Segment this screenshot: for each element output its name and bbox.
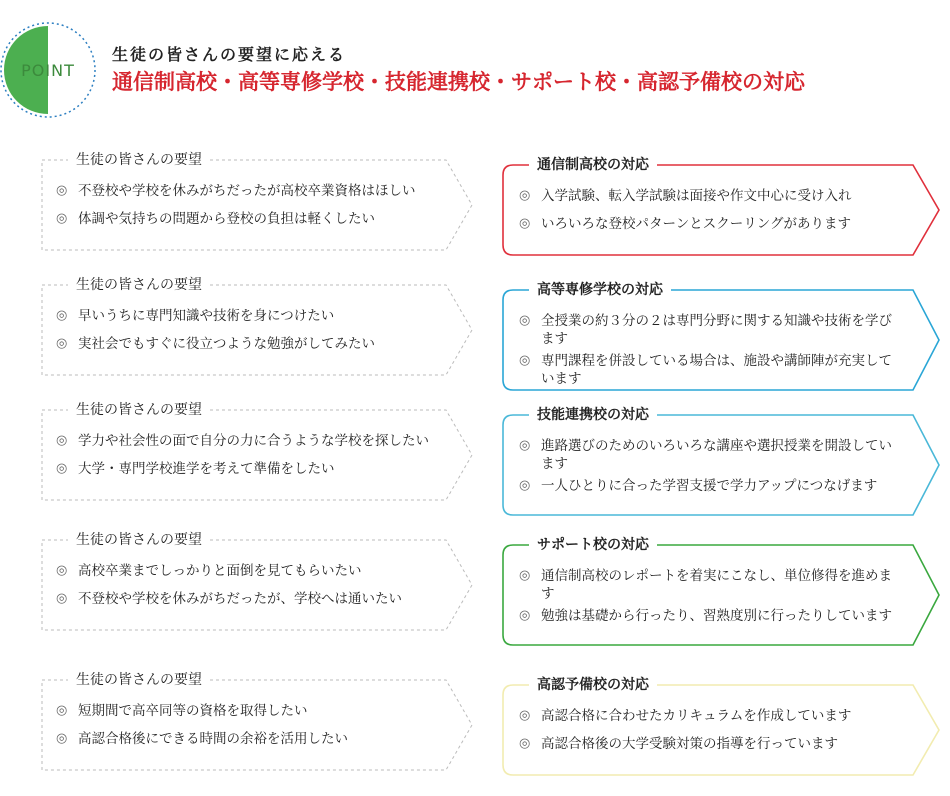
item-text: 実社会でもすぐに役立つような勉強がしてみたい xyxy=(78,336,375,352)
item-text: 高校卒業までしっかりと面倒を見てもらいたい xyxy=(78,563,362,579)
response-box xyxy=(503,677,943,775)
bullet-icon: ◎ xyxy=(56,211,68,226)
list-item xyxy=(56,702,436,720)
list-item xyxy=(56,562,436,580)
list-item xyxy=(519,607,899,625)
item-text: 通信制高校のレポートを着実にこなし、単位修得を進めます xyxy=(541,568,892,602)
badge-text: POINT xyxy=(21,61,75,80)
list-item xyxy=(56,182,436,200)
list-item xyxy=(56,307,436,325)
item-text: 勉強は基礎から行ったり、習熟度別に行ったりしています xyxy=(541,608,892,624)
page-header xyxy=(0,0,950,110)
request-list xyxy=(56,182,436,238)
list-item xyxy=(519,312,899,348)
list-item xyxy=(56,432,436,450)
list-item xyxy=(56,730,436,748)
request-box xyxy=(42,402,472,500)
bullet-icon: ◎ xyxy=(519,708,531,723)
request-label: 生徒の皆さんの要望 xyxy=(68,276,210,294)
list-item xyxy=(519,567,899,603)
item-text: 入学試験、転入学試験は面接や作文中心に受け入れ xyxy=(541,188,852,204)
request-box xyxy=(42,152,472,250)
list-item xyxy=(56,210,436,228)
request-box xyxy=(42,532,472,630)
bullet-icon: ◎ xyxy=(519,478,531,493)
item-text: 高認合格後の大学受験対策の指導を行っています xyxy=(541,736,838,752)
list-item xyxy=(56,590,436,608)
bullet-icon: ◎ xyxy=(56,703,68,718)
list-item xyxy=(519,352,899,388)
request-label: 生徒の皆さんの要望 xyxy=(68,401,210,419)
bullet-icon: ◎ xyxy=(519,608,531,623)
response-list xyxy=(519,567,899,629)
list-item xyxy=(519,215,899,233)
bullet-icon: ◎ xyxy=(519,216,531,231)
request-list xyxy=(56,562,436,618)
page-subtitle: 生徒の皆さんの要望に応える xyxy=(112,45,347,64)
list-item xyxy=(56,335,436,353)
list-item xyxy=(519,735,899,753)
response-box xyxy=(503,157,943,255)
bullet-icon: ◎ xyxy=(56,336,68,351)
item-text: 不登校や学校を休みがちだったが、学校へは通いたい xyxy=(78,591,402,607)
page-title: 通信制高校・高等専修学校・技能連携校・サポート校・高認予備校の対応 xyxy=(112,70,805,94)
response-list xyxy=(519,707,899,763)
item-text: 高認合格後にできる時間の余裕を活用したい xyxy=(78,731,348,747)
response-list xyxy=(519,187,899,243)
request-label: 生徒の皆さんの要望 xyxy=(68,531,210,549)
request-box xyxy=(42,672,472,770)
response-box xyxy=(503,407,943,515)
bullet-icon: ◎ xyxy=(56,433,68,448)
list-item xyxy=(56,460,436,478)
request-label: 生徒の皆さんの要望 xyxy=(68,151,210,169)
item-text: 高認合格に合わせたカリキュラムを作成しています xyxy=(541,708,852,724)
bullet-icon: ◎ xyxy=(519,313,531,328)
item-text: 全授業の約３分の２は専門分野に関する知識や技術を学びます xyxy=(541,313,892,347)
response-label: 高認予備校の対応 xyxy=(529,676,657,694)
bullet-icon: ◎ xyxy=(56,591,68,606)
request-box xyxy=(42,277,472,375)
list-item xyxy=(519,477,899,495)
list-item xyxy=(519,707,899,725)
request-label: 生徒の皆さんの要望 xyxy=(68,671,210,689)
response-label: 通信制高校の対応 xyxy=(529,156,657,174)
item-text: 不登校や学校を休みがちだったが高校卒業資格はほしい xyxy=(78,183,416,199)
bullet-icon: ◎ xyxy=(519,188,531,203)
item-text: 短期間で高卒同等の資格を取得したい xyxy=(78,703,308,719)
bullet-icon: ◎ xyxy=(519,353,531,368)
response-list xyxy=(519,437,899,499)
bullet-icon: ◎ xyxy=(519,568,531,583)
response-label: サポート校の対応 xyxy=(529,536,657,554)
list-item xyxy=(519,187,899,205)
response-box xyxy=(503,537,943,645)
bullet-icon: ◎ xyxy=(56,563,68,578)
item-text: 早いうちに専門知識や技術を身につけたい xyxy=(78,308,335,324)
bullet-icon: ◎ xyxy=(56,308,68,323)
bullet-icon: ◎ xyxy=(56,731,68,746)
list-item xyxy=(519,437,899,473)
item-text: 大学・専門学校進学を考えて準備をしたい xyxy=(78,461,335,477)
request-list xyxy=(56,702,436,758)
request-list xyxy=(56,432,436,488)
response-label: 高等専修学校の対応 xyxy=(529,281,671,299)
bullet-icon: ◎ xyxy=(56,183,68,198)
bullet-icon: ◎ xyxy=(56,461,68,476)
response-list xyxy=(519,312,899,392)
bullet-icon: ◎ xyxy=(519,736,531,751)
item-text: いろいろな登校パターンとスクーリングがあります xyxy=(541,216,851,232)
item-text: 進路選びのためのいろいろな講座や選択授業を開設しています xyxy=(541,438,892,472)
response-label: 技能連携校の対応 xyxy=(529,406,657,424)
item-text: 体調や気持ちの問題から登校の負担は軽くしたい xyxy=(78,211,375,227)
point-badge-icon xyxy=(0,20,110,120)
request-list xyxy=(56,307,436,363)
item-text: 一人ひとりに合った学習支援で学力アップにつなげます xyxy=(541,478,878,494)
item-text: 専門課程を併設している場合は、施設や講師陣が充実しています xyxy=(541,353,892,387)
response-box xyxy=(503,282,943,390)
item-text: 学力や社会性の面で自分の力に合うような学校を探したい xyxy=(78,433,429,449)
bullet-icon: ◎ xyxy=(519,438,531,453)
